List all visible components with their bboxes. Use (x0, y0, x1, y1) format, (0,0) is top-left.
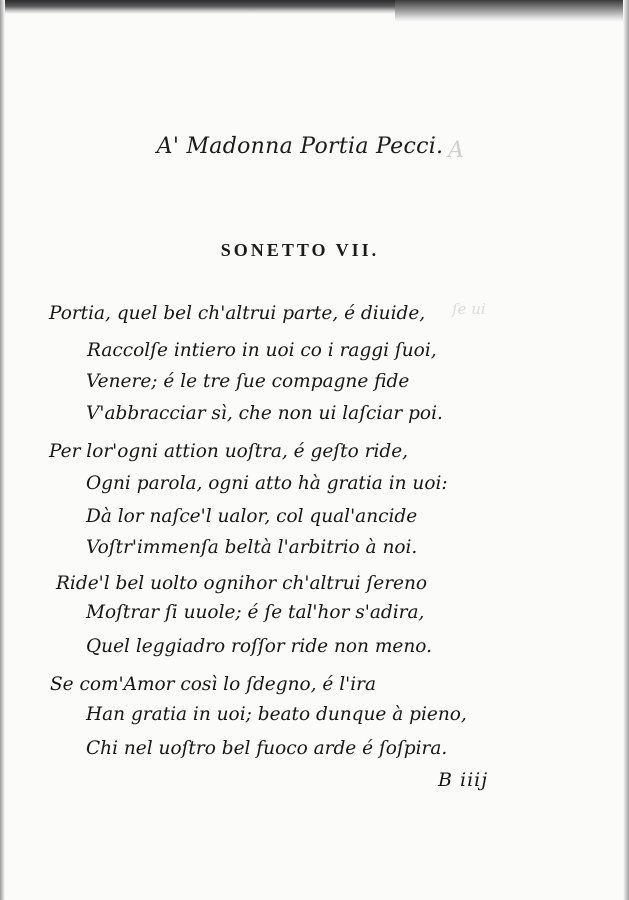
verse-line: Han gratia in uoi; beato dunque à pieno, (86, 704, 467, 725)
show-through-mark: ſe ui (452, 300, 486, 318)
verse-line: V'abbracciar sì, che non ui laſciar poi. (86, 403, 443, 424)
verse-line: Moſtrar ſi uuole; é ſe tal'hor s'adira, (86, 602, 425, 623)
show-through-mark: A (448, 138, 464, 163)
verse-line: Portia, quel bel ch'altrui parte, é diuide, (49, 303, 426, 324)
verse-line: Chi nel uoſtro bel fuoco arde é ſoſpira. (86, 738, 448, 759)
verse-line: Per lor'ogni attion uoſtra, é geſto ride, (49, 441, 409, 462)
sonnet-title: SONETTO VII. (220, 240, 380, 260)
verse-line: Ride'l bel uolto ognihor ch'altrui ſereno (56, 573, 428, 594)
verse-line: Dà lor naſce'l ualor, col qual'ancide (86, 506, 418, 527)
verse-line: Quel leggiadro roſſor ride non meno. (86, 636, 432, 657)
verse-line: Raccolſe intiero in uoi co i raggi ſuoi, (87, 340, 437, 361)
verse-line: Ogni parola, ogni atto hà gratia in uoi: (86, 473, 448, 494)
verse-line: Voſtr'immenſa beltà l'arbitrio à noi. (86, 537, 418, 558)
verse-line: Venere; é le tre ſue compagne fide (86, 371, 410, 392)
dedication-heading: A' Madonna Portia Pecci. (156, 134, 444, 159)
page-right-shadow (623, 0, 629, 900)
signature-mark: B iiij (438, 769, 489, 791)
page-top-edge-notch (395, 0, 629, 22)
verse-line: Se com'Amor così lo ſdegno, é l'ira (50, 674, 377, 695)
